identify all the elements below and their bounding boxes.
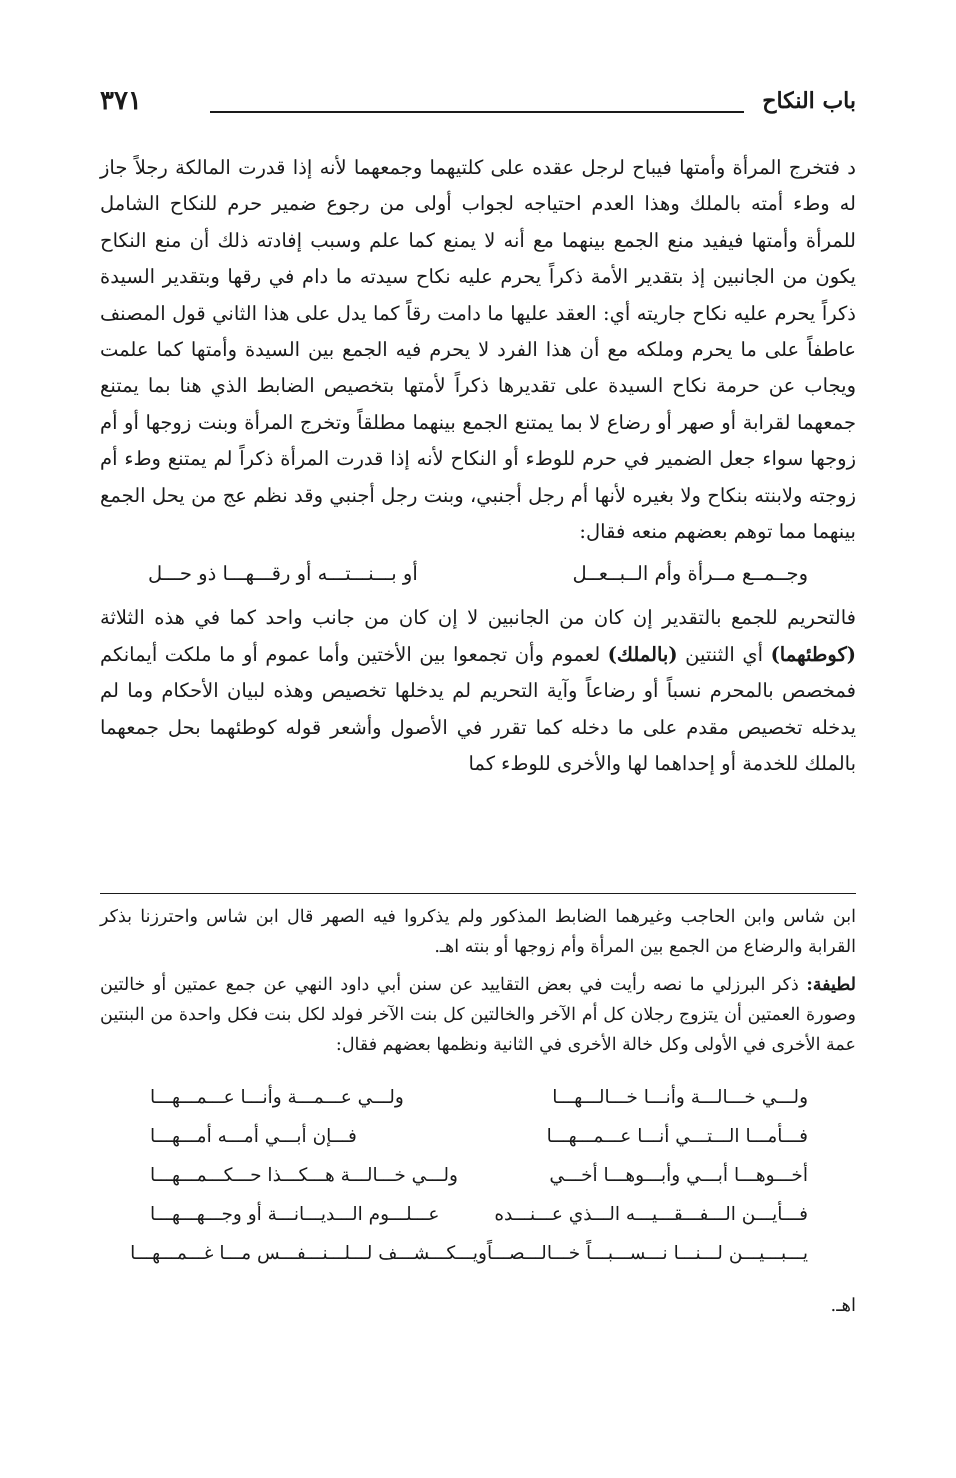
poem-line [100,1156,856,1195]
verse-couplet [100,552,856,596]
paragraph-2-part-c: لعموم وأن تجمعوا بين الأختين وأما عموم أو ما ملكت أيمانكم فمخصص بالمحرم نسباً أو رضاعاً وآية التحريم لم يدخلها تخصيص وهذه لبيان الأحكام وما لم يدخله تخصيص مقدم على ما دخله كما تقرر في الأصول وأشعر قوله كوطئهما بحل جمعهما بالملك للخدمة أو إحداهما لها والأخرى للوطء كما [100,642,856,776]
footnote-divider [100,893,856,894]
ending-mark: اهـ. [830,1295,856,1316]
verse-first-hemistich: وجــمــع مــرأة وأم الــبــعــل [572,562,808,586]
poem-line [100,1078,856,1117]
poem-first-hemistich: يـــبـــيـــن لـــنـــا نـــســـبـــاً خـــالـــصـــاً [486,1243,808,1264]
paragraph-2-part-b: أي الثنتين [677,642,771,666]
page-header [100,86,856,126]
poem [100,1078,856,1273]
poem-line [100,1195,856,1234]
main-text [100,150,856,783]
poem-second-hemistich: فـــإن أبـــي أمـــه أمـــهـــا [150,1126,357,1147]
bold-term-1: (كوطئهما) [770,642,856,666]
bold-term-2: (بالملك) [607,642,678,666]
poem-second-hemistich: ولـــي عـــمـــة وأنـــا عـــمـــهـــا [150,1087,404,1108]
poem-line [100,1117,856,1156]
note-2 [100,970,856,1060]
poem-first-hemistich: فـــأمـــا الـــتـــي أنـــا عـــمـــهـــا [546,1126,808,1147]
note-gap [100,962,856,970]
poem-first-hemistich: ولـــي خـــالـــة وأنـــا خـــالـــهـــا [552,1087,808,1108]
note-1: ابن شاس وابن الحاجب وغيرهما الضابط المذكور ولم يذكروا فيه الصهر قال ابن شاس واحترزنا بذكر القرابة والرضاع من الجمع بين المرأة وأم زوجها أو بنته اهـ. [100,907,856,957]
chapter-title: باب النكاح [762,88,856,114]
poem-line [100,1234,856,1273]
main-paragraph-2 [100,600,856,782]
verse-second-hemistich: أو بـــنـــتـــه أو رقـــهـــا ذو حـــل [148,562,418,586]
footnotes [100,902,856,1321]
main-paragraph-1: د فتخرج المرأة وأمتها فيباح لرجل عقده على كلتيهما وجمعهما لأنه إذا قدرت المالكة رجلاً جاز له وطء أمته بالملك وهذا العدم احتياجه لجواب أولى من رجوع ضمير حرم للنكاح الشامل للمرأة وأمتها فيفيد منع الجمع بينهما مع أنه لا يمنع كما علم وسبب إفادته ذلك أن منع النكاح يكون من الجانبين إذ بتقدير الأمة ذكراً يحرم عليه نكاح سيدته ما دام في رقها وبتقدير السيدة ذكراً يحرم عليه نكاح جاريته أي: العقد عليها ما دامت رقاً كما يدل على هذا الثاني قول المصنف عاطفاً على ما يحرم وملكه مع أن هذا الفرد لا يحرم فيه الجمع بين السيدة وأمتها كما علمت ويجاب عن حرمة نكاح السيدة على تقديرها ذكراً لأمتها بتخصيص الضابط الذي هنا بما يمتنع جمعهما لقرابة أو صهر أو رضاع لا بما يمتنع الجمع بينهما مطلقاً وتخرج المرأة وبنت زوجها أو أم زوجها سواء جعل الضمير في حرم للوطء أو النكاح لأنه إذا قدرت المرأة ذكراً لم يمتنع وطء أم زوجته ولابنته بنكاح ولا بغيره لأنها أم رجل أجنبي، وبنت رجل أجنبي وقد نظم عج من يحل الجمع بينهما مما توهم بعضهم منعه فقال: [100,156,856,544]
poem-second-hemistich: عـــلـــوم الـــديـــانـــة أو وجـــهـــهـــا [150,1204,440,1225]
poem-second-hemistich: ولـــي خـــالـــة هـــكـــذا حـــكـــمـــهـــا [150,1165,458,1186]
note-2-text: ذكر البرزلي ما نصه رأيت في بعض التقاييد عن سنن أبي داود النهي عن جمع عمتين أو خالتين وصورة العمتين أن يتزوج رجلان كل أم الآخر والخالتين كل بنت الآخر فولد لكل بنت فكل واحدة من البنتين عمة الأخرى في الأولى وكل خالة الأخرى في الثانية ونظمها بعضهم فقال: [100,975,857,1055]
note-2-label: لطيفة: [806,975,856,995]
paragraph-2-part-a: فالتحريم للجمع بالتقدير إن كان من الجانبين لا إن كان من جانب واحد كما في هذه الثلاثة [100,606,856,630]
header-rule [210,111,744,113]
poem-second-hemistich: ويـــكـــشـــف لـــلـــنـــفـــس مـــا غـــمـــهـــا [130,1243,487,1264]
page-number: ٣٧١ [100,86,142,116]
poem-first-hemistich: أخـــوهـــا أبـــي وأبـــوهـــا أخـــي [549,1165,808,1186]
poem-first-hemistich: فـــأيـــن الـــفـــقـــيـــه الـــذي عـــنـــده [494,1204,808,1225]
